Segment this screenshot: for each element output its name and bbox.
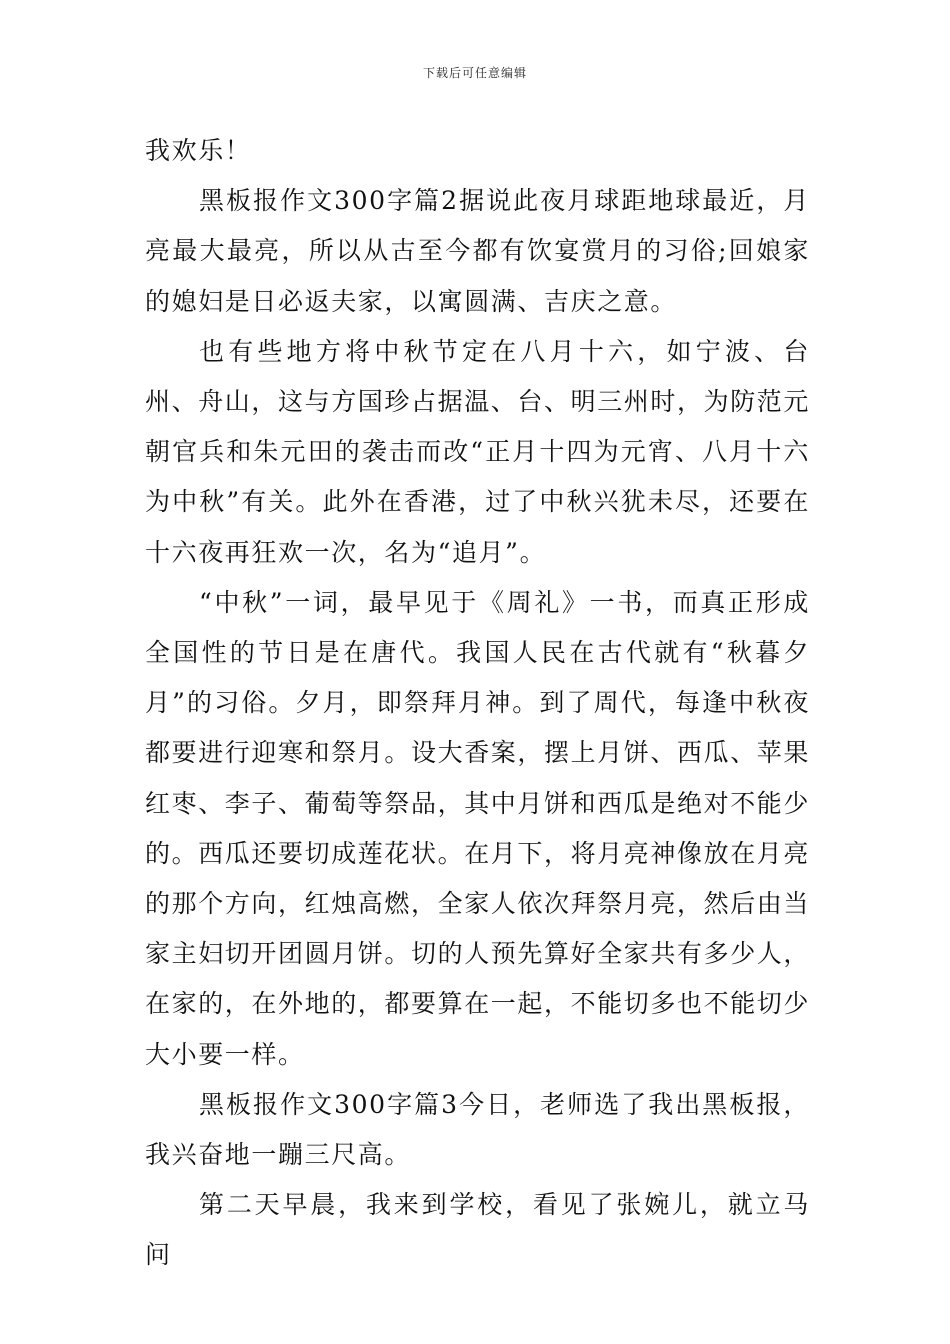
paragraph-3: 也有些地方将中秋节定在八月十六，如宁波、台州、舟山，这与方国珍占据温、台、明三州时，为防范元朝官兵和朱元田的袭击而改“正月十四为元宵、八月十六为中秋”有关。此外在香港，过了中秋兴犹未尽，还要在十六夜再狂欢一次，名为“追月”。 xyxy=(145,336,811,567)
paragraph-1: 我欢乐！ xyxy=(145,136,252,165)
header-note: 下载后可任意编辑 xyxy=(422,66,527,80)
paragraph-4: “中秋”一词，最早见于《周礼》一书，而真正形成全国性的节日是在唐代。我国人民在古代就有“秋暮夕月”的习俗。夕月，即祭拜月神。到了周代，每逢中秋夜都要进行迎寒和祭月。设大香案，摆上月饼、西瓜、苹果红枣、李子、葡萄等祭品，其中月饼和西瓜是绝对不能少的。西瓜还要切成莲花状。在月下，将月亮神像放在月亮的那个方向，红烛高燃，全家人依次拜祭月亮，然后由当家主妇切开团圆月饼。切的人预先算好全家共有多少人，在家的，在外地的，都要算在一起，不能切多也不能切少大小要一样。 xyxy=(145,587,811,1069)
paragraph-6: 第二天早晨，我来到学校，看见了张婉儿，就立马问 xyxy=(145,1190,810,1270)
paragraph-2: 黑板报作文300字篇2据说此夜月球距地球最近，月亮最大最亮，所以从古至今都有饮宴赏月的习俗;回娘家的媳妇是日必返夫家，以寓圆满、吉庆之意。 xyxy=(145,186,810,316)
document-body xyxy=(145,126,810,1281)
paragraph-5: 黑板报作文300字篇3今日，老师选了我出黑板报，我兴奋地一蹦三尺高。 xyxy=(145,1089,810,1170)
